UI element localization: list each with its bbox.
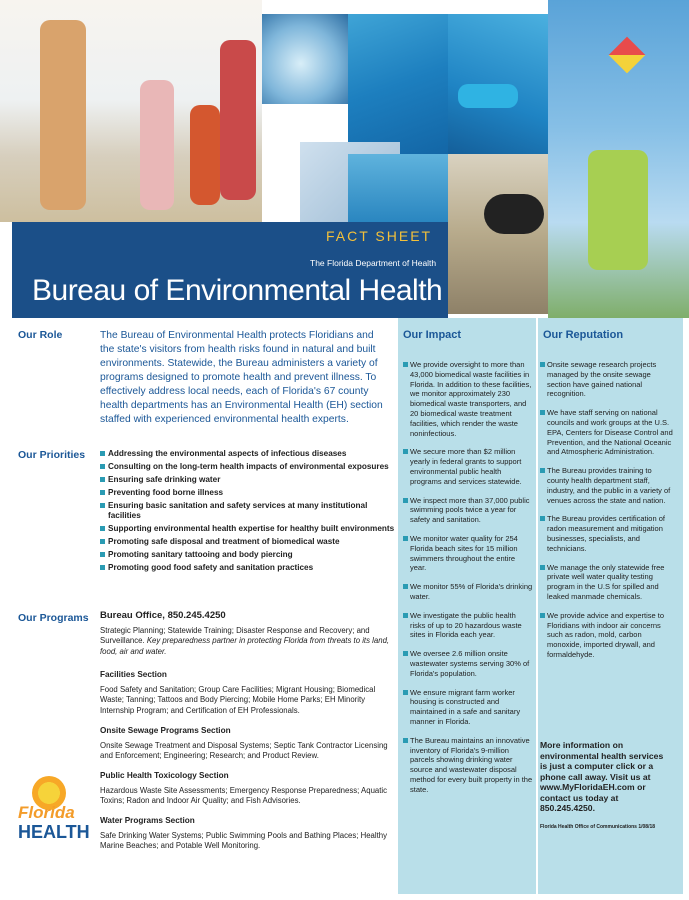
septic-tank-shape — [484, 194, 544, 234]
pool-swimmers-photo — [348, 14, 448, 154]
reputation-item: The Bureau provides certification of radon measurement and mitigation businesses, specialists, and technicians. — [540, 514, 675, 553]
program-section-text: Onsite Sewage Treatment and Disposal Systems; Septic Tank Contractor Licensing and Enforcement; Engineering; Research; and Product Review. — [100, 740, 388, 760]
program-section-text: Hazardous Waste Site Assessments; Emergency Response Preparedness; Aquatic Toxins; Radon and Indoor Air Quality; and Fish Advisories. — [100, 785, 388, 805]
reputation-item: We have staff serving on national councils and work groups at the U.S. EPA, Centers for Disease Control and Prevention, and the National Oceanic and Atmospheric Administration. — [540, 408, 675, 457]
program-section-title: Public Health Toxicology Section — [100, 771, 229, 780]
impact-item: We inspect more than 37,000 public swimming pools twice a year for safety and sanitation. — [403, 496, 533, 525]
beach-family-photo — [0, 0, 262, 222]
program-section-text: Safe Drinking Water Systems; Public Swimming Pools and Bathing Places; Healthy Marine Beaches; and Potable Well Monitoring. — [100, 830, 388, 850]
priority-item: Preventing food borne illness — [100, 488, 395, 498]
impact-item: We oversee 2.6 million onsite wastewater systems serving 30% of Florida's population. — [403, 649, 533, 678]
role-text: The Bureau of Environmental Health protects Floridians and the state's visitors from health risks found in natural and built environments. Statewide, the Bureau administers a variety of programs designed to promote health and prevent illness. To effectively address local needs, each of Florida's 67 county health departments has an Environmental Health (EH) section staffed with experienced environmental health experts. — [100, 330, 383, 425]
reputation-item: We manage the only statewide free private well water quality testing program in the U.S for spilled and leaked manmade chemicals. — [540, 563, 675, 602]
hero-collage — [0, 0, 689, 318]
pool-swimmers-photo-right — [448, 14, 548, 154]
girl-dress — [588, 150, 648, 270]
girl-figure — [140, 80, 174, 210]
reputation-item: We provide advice and expertise to Floridians with indoor air concerns such as radon, mold, carbon monoxide, imported drywall, and formaldehyde. — [540, 611, 675, 660]
impact-heading: Our Impact — [403, 329, 462, 341]
impact-item: We provide oversight to more than 43,000 biomedical waste facilities in Florida. In addition to these facilities, we monitor approximately 230 biomedical waste transporters, and 20 biomedical waste treatment facilities, which render the waste noninfectious. — [403, 360, 533, 438]
bureau-office-block — [100, 611, 395, 657]
bureau-office-text: Strategic Planning; Statewide Training; Disaster Response and Recovery; and Surveillance. — [100, 625, 370, 645]
father-figure — [40, 20, 86, 210]
priority-item: Ensuring basic sanitation and safety services at many institutional facilities — [100, 501, 395, 521]
program-section-title: Onsite Sewage Programs Section — [100, 726, 231, 735]
priority-item: Consulting on the long-term health impacts of environmental exposures — [100, 462, 395, 472]
impact-item: We investigate the public health risks of up to 20 hazardous waste sites in Florida each year. — [403, 611, 533, 640]
boy-figure — [190, 105, 220, 205]
department-name: The Florida Department of Health — [310, 258, 437, 268]
priority-item: Promoting safe disposal and treatment of biomedical waste — [100, 537, 395, 547]
priorities-heading: Our Priorities — [18, 449, 86, 461]
program-section — [100, 771, 395, 807]
program-section — [100, 670, 395, 716]
reputation-item: Onsite sewage research projects managed by the onsite sewage section have gained national recognition. — [540, 360, 675, 399]
impact-item: We monitor water quality for 254 Florida beach sites for 15 million swimmers throughout the entire year. — [403, 534, 533, 573]
program-section-title: Water Programs Section — [100, 816, 195, 825]
bureau-office-italic: Key preparedness partner in protecting Florida from threats to its land, food, air and water. — [100, 636, 390, 656]
logo-florida-text: Florida — [18, 803, 75, 822]
hands-water-photo — [262, 14, 348, 104]
program-section — [100, 726, 395, 762]
priority-item: Addressing the environmental aspects of infectious diseases — [100, 449, 395, 459]
priority-item: Promoting sanitary tattooing and body piercing — [100, 550, 395, 560]
programs-heading: Our Programs — [18, 612, 89, 624]
impact-item: We secure more than $2 million yearly in federal grants to support environmental public health programs and services statewide. — [403, 447, 533, 486]
bureau-office-title: Bureau Office, 850.245.4250 — [100, 610, 226, 621]
priority-item: Supporting environmental health expertise for healthy built environments — [100, 524, 395, 534]
role-heading: Our Role — [18, 329, 63, 341]
more-info-text: More information on environmental health services is just a computer click or a phone call away. Visit us at www.MyFloridaEH.com or contact us today at 850.245.4250. — [540, 740, 664, 813]
reputation-heading: Our Reputation — [543, 329, 624, 341]
priority-item: Promoting good food safety and sanitation practices — [100, 563, 395, 573]
program-section — [100, 816, 395, 852]
reputation-item: The Bureau provides training to county health department staff, industry, and the public in a variety of venues across the state and nation. — [540, 466, 675, 505]
priorities-list — [100, 449, 395, 576]
page-title: Bureau of Environmental Health — [32, 274, 443, 307]
program-section-text: Food Safety and Sanitation; Group Care Facilities; Migrant Housing; Biomedical Waste; Tanning; Tattoos and Body Piercing; Mobile Home Parks; EH Minority Internship Program; and Certification of EH Professionals. — [100, 684, 376, 715]
priority-item: Ensuring safe drinking water — [100, 475, 395, 485]
credit-line: Florida Health Office of Communications 1/08/18 — [540, 824, 656, 830]
mother-figure — [220, 40, 256, 200]
impact-item: We ensure migrant farm worker housing is constructed and maintained in a safe and sanitary manner in Florida. — [403, 688, 533, 727]
impact-item: We monitor 55% of Florida's drinking water. — [403, 582, 533, 602]
program-section-title: Facilities Section — [100, 670, 167, 679]
pool-float — [458, 84, 518, 108]
fact-sheet-label: FACT SHEET — [326, 228, 433, 244]
impact-list — [403, 360, 533, 803]
water-photo — [348, 154, 448, 222]
logo-health-text: HEALTH — [18, 822, 90, 842]
impact-item: The Bureau maintains an innovative inventory of Florida's 9-million parcels showing drinking water source and wastewater disposal method for every built property in the state. — [403, 736, 533, 795]
reputation-list — [540, 360, 675, 669]
florida-health-logo — [18, 776, 90, 846]
